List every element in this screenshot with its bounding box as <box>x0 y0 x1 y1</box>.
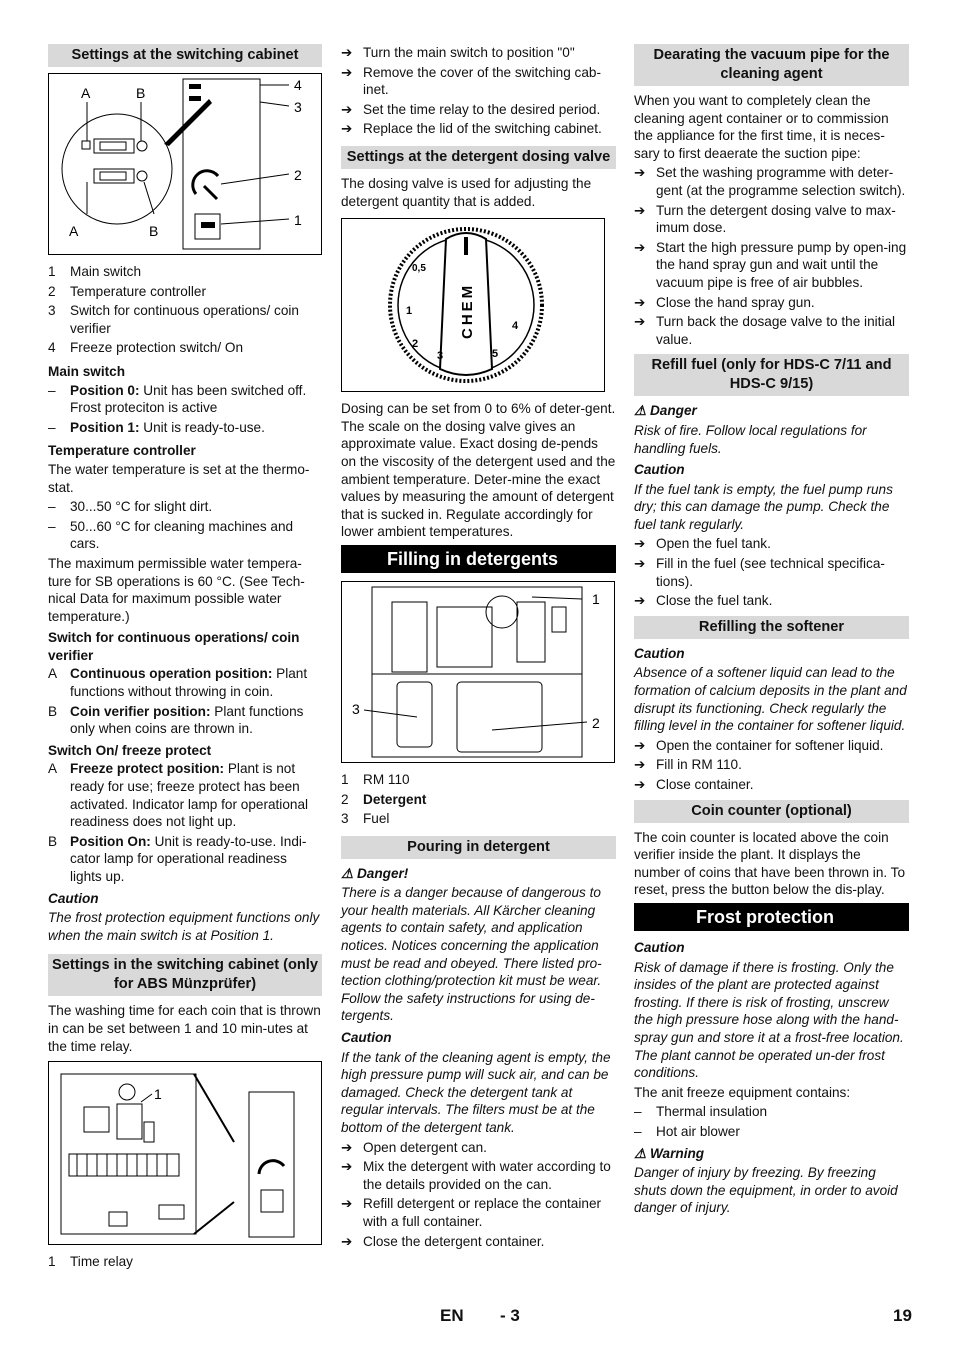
coin-text: The coin counter is located above the coin verifier inside the plant. It displays the number of coins that have been thrown in. To reset, press the button below the dis-play. <box>634 829 906 898</box>
caution-label: Caution <box>48 890 99 906</box>
freeze-item: A Freeze protect position: Plant is not ready for use; freeze protect has been activated. Indicator lamp for operational readiness does not light up. <box>48 761 309 830</box>
time-relay-drawing <box>49 1062 321 1244</box>
legend3-item: 3 Fuel <box>341 811 390 827</box>
freeze-item: B Position On: Unit is ready-to-use. Indi-cator lamp for operational readiness lights up. <box>48 833 307 884</box>
warning-triangle-icon: ⚠ <box>341 865 354 881</box>
step-item: ➔ Fill in the fuel (see technical specifica-tions). <box>634 556 885 589</box>
heading-softener: Refilling the softener <box>634 616 909 639</box>
step-item: ➔ Set the time relay to the desired period. <box>341 101 601 117</box>
switching-cabinet-figure <box>48 73 322 255</box>
legend3-item: 1 RM 110 <box>341 771 410 787</box>
frost-item: – Thermal insulation <box>634 1104 768 1120</box>
column-1 <box>48 44 322 1273</box>
step-item: ➔ Close the fuel tank. <box>634 593 773 609</box>
fig1-label-b-top: B <box>136 85 146 101</box>
frost-text: The anit freeze equipment contains: <box>634 1084 851 1100</box>
legend1-item: 4 Freeze protection switch/ On <box>48 340 244 356</box>
warning-triangle-icon: ⚠ <box>634 1145 647 1161</box>
heading-dosing-valve: Settings at the detergent dosing valve <box>341 146 616 169</box>
warning-label: ⚠ Warning <box>634 1145 705 1161</box>
continuous-switch-heading: Switch for continuous operations/ coin verifier <box>48 630 300 663</box>
filling-drawing <box>342 582 614 762</box>
legend2-item: 1 Time relay <box>48 1254 133 1270</box>
step-item: ➔ Mix the detergent with water according to the details provided on the can. <box>341 1159 611 1192</box>
step-item: ➔ Close the hand spray gun. <box>634 294 815 310</box>
fig1-label-1: 1 <box>294 212 302 228</box>
filling-figure <box>341 581 615 763</box>
caution-label: Caution <box>634 939 685 955</box>
main-switch-heading: Main switch <box>48 363 126 379</box>
main-switch-item: – Position 1: Unit is ready-to-use. <box>48 419 265 435</box>
step-item: ➔ Turn the main switch to position "0" <box>341 45 575 60</box>
step-item: ➔ Refill detergent or replace the container with a full container. <box>341 1196 602 1229</box>
step-item: ➔ Replace the lid of the switching cabinet. <box>341 121 602 137</box>
caution-label: Caution <box>634 645 685 661</box>
dial-number: 2 <box>412 338 419 351</box>
step-item: ➔ Fill in RM 110. <box>634 757 742 773</box>
dial-number: 4 <box>512 320 519 333</box>
footer-page-number: 19 <box>893 1306 912 1325</box>
temperature-text-2: The maximum permissible water tempera-ture for SB operations is 60 °C. (See Tech-nical Data for maximum possible water temperature.) <box>48 555 305 624</box>
caution-text: The frost protection equipment functions only when the main switch is at Position 1. <box>48 910 320 943</box>
fig3-label-1: 1 <box>592 590 600 607</box>
heading-pouring: Pouring in detergent <box>341 836 616 859</box>
dosing-valve-dial <box>342 219 604 391</box>
step-item: ➔ Remove the cover of the switching cab-inet. <box>341 64 602 98</box>
legend3-item: 2 Detergent <box>341 791 427 807</box>
fig2-label-1: 1 <box>154 1086 162 1103</box>
dial-number: 3 <box>437 350 444 363</box>
danger-label: ⚠ Danger <box>634 403 697 419</box>
legend1-item: 1 Main switch <box>48 264 142 279</box>
legend1-item: 2 Temperature controller <box>48 283 206 299</box>
fig1-label-b-bottom: B <box>149 223 159 239</box>
abs-text: The washing time for each coin that is thrown in can be set between 1 and 10 min-utes at the time relay. <box>48 1003 321 1054</box>
continuous-item: A Continuous operation position: Plant functions without throwing in coin. <box>48 666 308 700</box>
step-item: ➔ Close container. <box>634 777 754 792</box>
footer-language: EN <box>440 1306 464 1325</box>
fig1-label-3: 3 <box>294 99 302 115</box>
caution-label: Caution <box>634 462 685 478</box>
softener-caution-text: Absence of a softener liquid can lead to the formation of calcium deposits in the plant and disrupt its functioning. Check regularly the filling level in the container for softener liquid. <box>634 665 907 734</box>
danger-text: Risk of fire. Follow local regulations for handling fuels. <box>634 422 867 456</box>
dial-number: 5 <box>492 348 499 361</box>
temperature-text: The water temperature is set at the thermo-stat. <box>48 461 310 495</box>
fig1-label-a-bottom: A <box>69 223 79 239</box>
dosing-text-2: Dosing can be set from 0 to 6% of deter-gent. The scale on the dosing valve gives an approximate value. Exact dosing de-pends on the viscosity of the detergent used and the ambient temperature. Deter-mine the exact values by measuring the amount of detergent that is sucked in. Regulate accordingly for lower ambient temperatures. <box>341 401 616 540</box>
deaerate-text: When you want to completely clean the cleaning agent container or to commission the appliance for the first time, it is neces-sary to first deaerate the suction pipe: <box>634 93 889 161</box>
temperature-item: – 50...60 °C for cleaning machines and cars. <box>48 518 294 552</box>
dial-number: 1 <box>406 305 413 318</box>
frost-item: – Hot air blower <box>634 1123 740 1139</box>
column-3 <box>634 44 909 1219</box>
dosing-text: The dosing valve is used for adjusting the detergent quantity that is added. <box>341 175 592 209</box>
step-item: ➔ Start the high pressure pump by open-ing the hand spray gun and wait until the vacuum pipe is free of air bubbles. <box>634 239 907 290</box>
legend1-item: 3 Switch for continuous operations/ coin verifier <box>48 303 299 336</box>
step-item: ➔ Open the container for softener liquid. <box>634 737 884 753</box>
heading-abs: Settings in the switching cabinet (only for ABS Münzprüfer) <box>48 954 322 996</box>
heading-filling-detergents: Filling in detergents <box>341 545 616 573</box>
dial-chem-text: CHEM <box>459 282 476 340</box>
freeze-switch-heading: Switch On/ freeze protect <box>48 742 212 758</box>
step-item: ➔ Open the fuel tank. <box>634 536 771 552</box>
step-item: ➔ Turn the detergent dosing valve to max-imum dose. <box>634 202 896 236</box>
warning-triangle-icon: ⚠ <box>634 403 647 419</box>
fig1-label-4: 4 <box>294 77 302 93</box>
dial-number: 0,5 <box>412 263 426 275</box>
column-2 <box>341 44 616 1252</box>
footer-section: - 3 <box>500 1306 520 1325</box>
fig1-label-a-top: A <box>81 85 91 101</box>
step-item: ➔ Close the detergent container. <box>341 1233 545 1249</box>
temperature-heading: Temperature controller <box>48 443 196 459</box>
heading-refill-fuel: Refill fuel (only for HDS-C 7/11 and HDS-C 9/15) <box>634 354 909 396</box>
caution-text: If the tank of the cleaning agent is empty, the high pressure pump will suck air, and can be damaged. Check the detergent tank at regular intervals. The filters must be at the bottom of the detergent tank. <box>341 1049 611 1135</box>
caution-label: Caution <box>341 1030 392 1046</box>
step-item: ➔ Set the washing programme with deter-gent (at the programme selection switch). <box>634 165 906 198</box>
heading-coin-counter: Coin counter (optional) <box>634 800 909 823</box>
temperature-item: – 30...50 °C for slight dirt. <box>48 499 213 515</box>
heading-deaerate: Dearating the vacuum pipe for the cleaning agent <box>634 44 909 86</box>
heading-switching-cabinet: Settings at the switching cabinet <box>48 44 322 67</box>
frost-caution-text: Risk of damage if there is frosting. Only the insides of the plant are protected against frosting. If there is risk of frosting, unscrew the high pressure hose along with the hand-spray gun and store it at a frost-free location. The plant cannot be operated un-der frost conditions. <box>634 959 904 1081</box>
warning-text: Danger of injury by freezing. By freezing shuts down the equipment, in order to avoid danger of injury. <box>634 1165 898 1216</box>
step-item: ➔ Turn back the dosage valve to the initial value. <box>634 314 896 347</box>
time-relay-figure <box>48 1061 322 1245</box>
main-switch-item: – Position 0: Unit has been switched off. Frost proteciton is active <box>48 382 307 416</box>
switching-cabinet-drawing <box>49 74 321 254</box>
fig1-label-2: 2 <box>294 167 302 183</box>
heading-frost-protection: Frost protection <box>634 903 909 931</box>
danger-label: ⚠ Danger! <box>341 865 409 881</box>
dosing-valve-figure <box>341 218 605 392</box>
fuel-caution-text: If the fuel tank is empty, the fuel pump runs dry; this can damage the pump. Check the fuel tank regularly. <box>634 481 893 532</box>
continuous-item: B Coin verifier position: Plant functions only when coins are thrown in. <box>48 703 304 737</box>
danger-text: There is a danger because of dangerous to your health materials. All Kärcher cleaning agents to contain safety, and application notices. Notices concerning the application must be read and obeyed. There listed pro-tection clothing/protection kit must be wear. Follow the safety instructions for using de-tergents. <box>341 885 602 1024</box>
fig3-label-2: 2 <box>592 714 600 731</box>
step-item: ➔ Open detergent can. <box>341 1139 487 1155</box>
fig3-label-3: 3 <box>352 700 360 717</box>
